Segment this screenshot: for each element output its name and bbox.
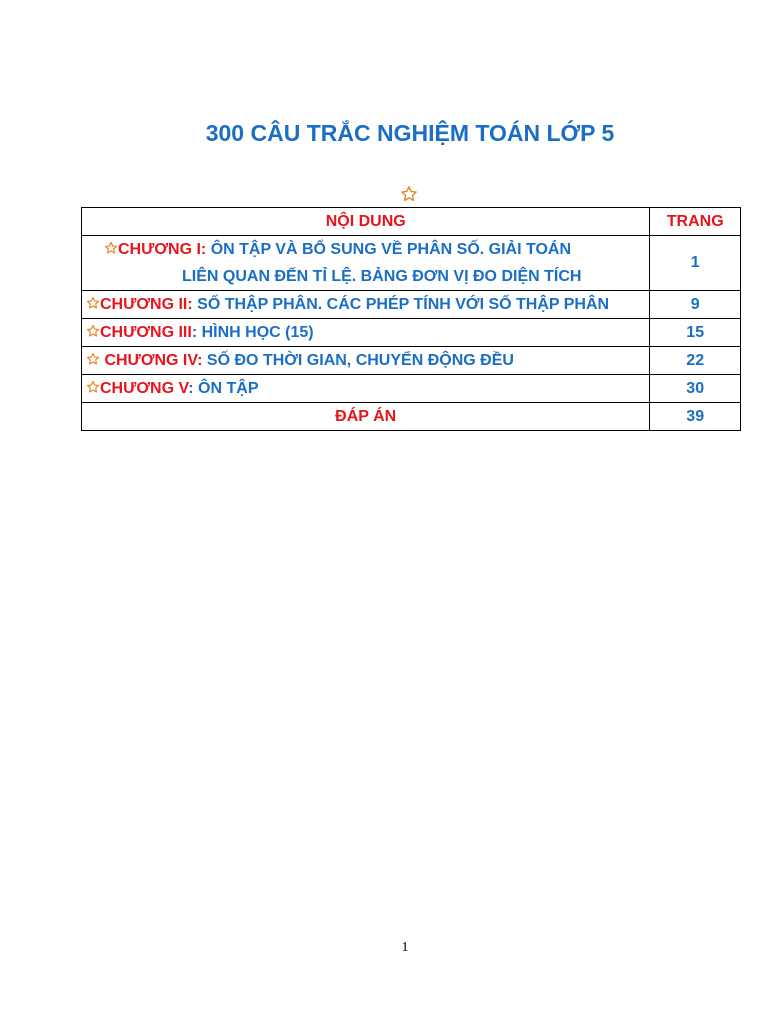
table-header-row	[82, 208, 741, 236]
document-title: 300 CÂU TRẮC NGHIỆM TOÁN LỚP 5	[205, 120, 615, 146]
table-row	[82, 403, 741, 431]
table-row	[82, 319, 741, 347]
row-page: 9	[650, 291, 741, 319]
chapter-title: : HÌNH HỌC (15)	[191, 323, 314, 341]
star-icon	[104, 241, 118, 255]
table-row	[82, 236, 741, 291]
chapter-label: CHƯƠNG II:	[100, 295, 193, 313]
row-content	[82, 319, 650, 347]
row-content	[82, 291, 650, 319]
row-content	[82, 375, 650, 403]
chapter-title: ÔN TẬP VÀ BỔ SUNG VỀ PHÂN SỐ. GIẢI TOÁN	[206, 241, 572, 258]
row-page: 39	[650, 403, 741, 431]
row-content	[82, 236, 650, 291]
chapter-title: : ÔN TẬP	[188, 379, 259, 397]
row-page: 22	[650, 347, 741, 375]
table-of-contents	[81, 207, 741, 431]
table-row	[82, 375, 741, 403]
row-page: 15	[650, 319, 741, 347]
table-row	[82, 347, 741, 375]
chapter-title: SỐ THẬP PHÂN. CÁC PHÉP TÍNH VỚI SỐ THẬP PHÂN	[192, 295, 610, 313]
chapter-label: CHƯƠNG I:	[118, 241, 207, 258]
star-icon	[86, 324, 100, 338]
row-page: 30	[650, 375, 741, 403]
star-icon	[86, 296, 100, 310]
row-content	[82, 347, 650, 375]
star-icon	[86, 352, 100, 366]
chapter-label: CHƯƠNG V	[100, 379, 189, 397]
table-row	[82, 291, 741, 319]
chapter-label: CHƯƠNG III	[100, 323, 192, 341]
chapter-label: CHƯƠNG IV:	[100, 351, 203, 369]
header-content: NỘI DUNG	[82, 208, 650, 236]
header-page: TRANG	[650, 208, 741, 236]
chapter-title: SỐ ĐO THỜI GIAN, CHUYỂN ĐỘNG ĐỀU	[202, 351, 514, 369]
page-number: 1	[401, 940, 409, 955]
star-icon	[400, 185, 418, 203]
answer-label: ĐÁP ÁN	[82, 403, 650, 431]
chapter-title-continued: LIÊN QUAN ĐẾN TỈ LỆ. BẢNG ĐƠN VỊ ĐO DIỆN TÍCH	[182, 268, 582, 285]
row-page: 1	[650, 236, 741, 291]
star-icon	[86, 380, 100, 394]
